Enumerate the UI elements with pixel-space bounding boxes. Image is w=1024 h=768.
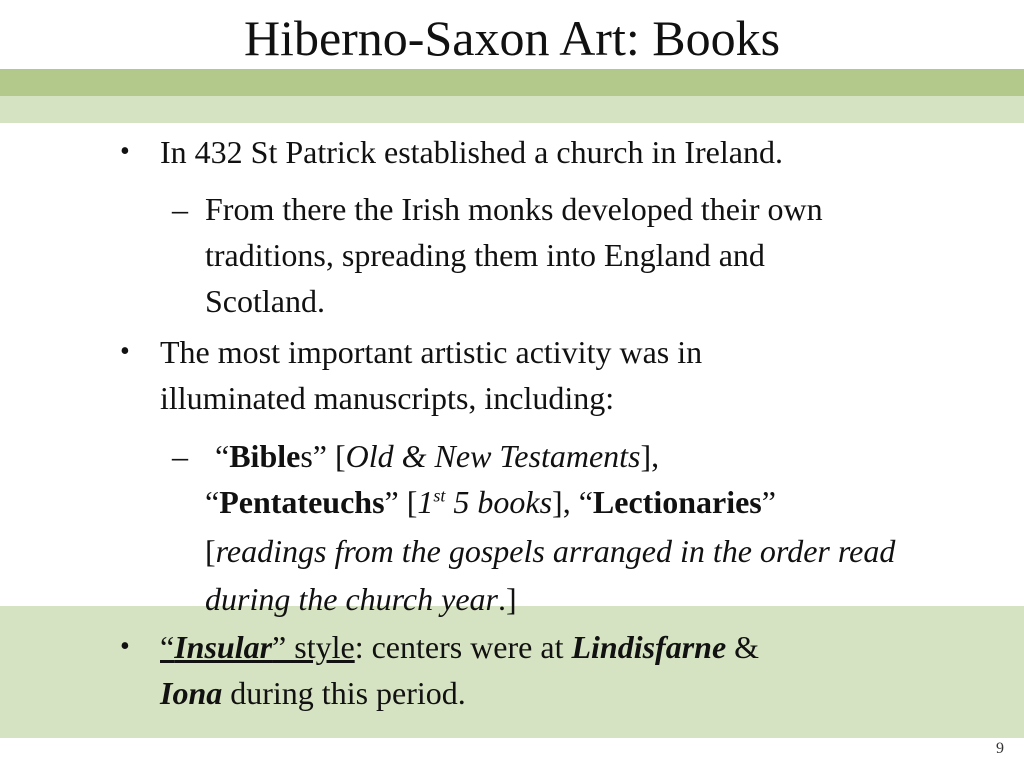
pent-quote-close: ”: [384, 484, 399, 520]
iona-term: Iona: [160, 675, 223, 711]
insular-quote-open: “: [160, 629, 175, 665]
page-number: 9: [996, 740, 1004, 757]
readings-line-1: readings from the gospels arranged in the order read: [215, 533, 896, 569]
bullet-1-marker: •: [120, 136, 130, 167]
sub-bullet-2-line-3: [205, 532, 895, 570]
sub-bullet-1-line-3: Scotland.: [205, 283, 325, 319]
quote-close: ”: [312, 438, 327, 474]
lectionaries-bold: Lectionaries: [592, 484, 762, 520]
sub-bullet-2-line-2: [205, 483, 776, 521]
sub-bullet-1-line-2: traditions, spreading them into England and: [205, 237, 765, 273]
bracket-open: [: [334, 438, 346, 474]
insular-quote-close-style: ” style: [272, 629, 355, 665]
lect-quote-close: ”: [761, 484, 776, 520]
lindisfarne-term: Lindisfarne: [571, 629, 727, 665]
bullet-3-marker: •: [120, 631, 130, 662]
ampersand: &: [726, 629, 760, 665]
sub-bullet-2-line-4: [205, 580, 517, 618]
bullet-2-line-2: illuminated manuscripts, including:: [160, 380, 615, 416]
sub-bullet-1-marker: –: [172, 191, 188, 227]
sub-bullet-2-line-1: [215, 437, 659, 475]
readings-bracket-open: [: [205, 533, 216, 569]
readings-bracket-close: .]: [497, 581, 517, 617]
pent-quote-open: “: [205, 484, 220, 520]
footer-band: [0, 606, 1024, 738]
bibles-rest: s: [300, 438, 313, 474]
first-number: 1: [417, 484, 434, 520]
bullet-2-marker: •: [120, 336, 130, 367]
old-new-testaments: Old & New Testaments: [345, 438, 641, 474]
pent-bracket-close: ], “: [552, 484, 593, 520]
first-five-books: [417, 484, 552, 520]
st-superscript: st: [433, 485, 446, 506]
bullet-2-line-1: The most important artistic activity was in: [160, 334, 703, 370]
bullet-3-line-2: [160, 674, 466, 712]
sub-bullet-1-line-1: From there the Irish monks developed their own: [205, 191, 823, 227]
insular-term: Insular: [174, 629, 273, 665]
bibles-bold: Bible: [229, 438, 301, 474]
centers-text: : centers were at: [354, 629, 572, 665]
bullet-1-text: In 432 St Patrick established a church in Ireland.: [160, 134, 783, 170]
five-books: 5 books: [445, 484, 553, 520]
pentateuchs-bold: Pentateuchs: [219, 484, 385, 520]
quote-open: “: [215, 438, 230, 474]
bracket-close: ],: [640, 438, 660, 474]
header-band-dark: [0, 69, 1024, 96]
readings-line-2: during the church year: [205, 581, 498, 617]
header-band-light: [0, 96, 1024, 123]
pent-bracket-open: [: [406, 484, 418, 520]
insular-style-underlined: [160, 629, 355, 665]
slide-title: Hiberno-Saxon Art: Books: [243, 10, 781, 66]
bullet-3-line-1: [160, 628, 759, 666]
period-text: during this period.: [222, 675, 466, 711]
sub-bullet-2-marker: –: [172, 438, 188, 474]
